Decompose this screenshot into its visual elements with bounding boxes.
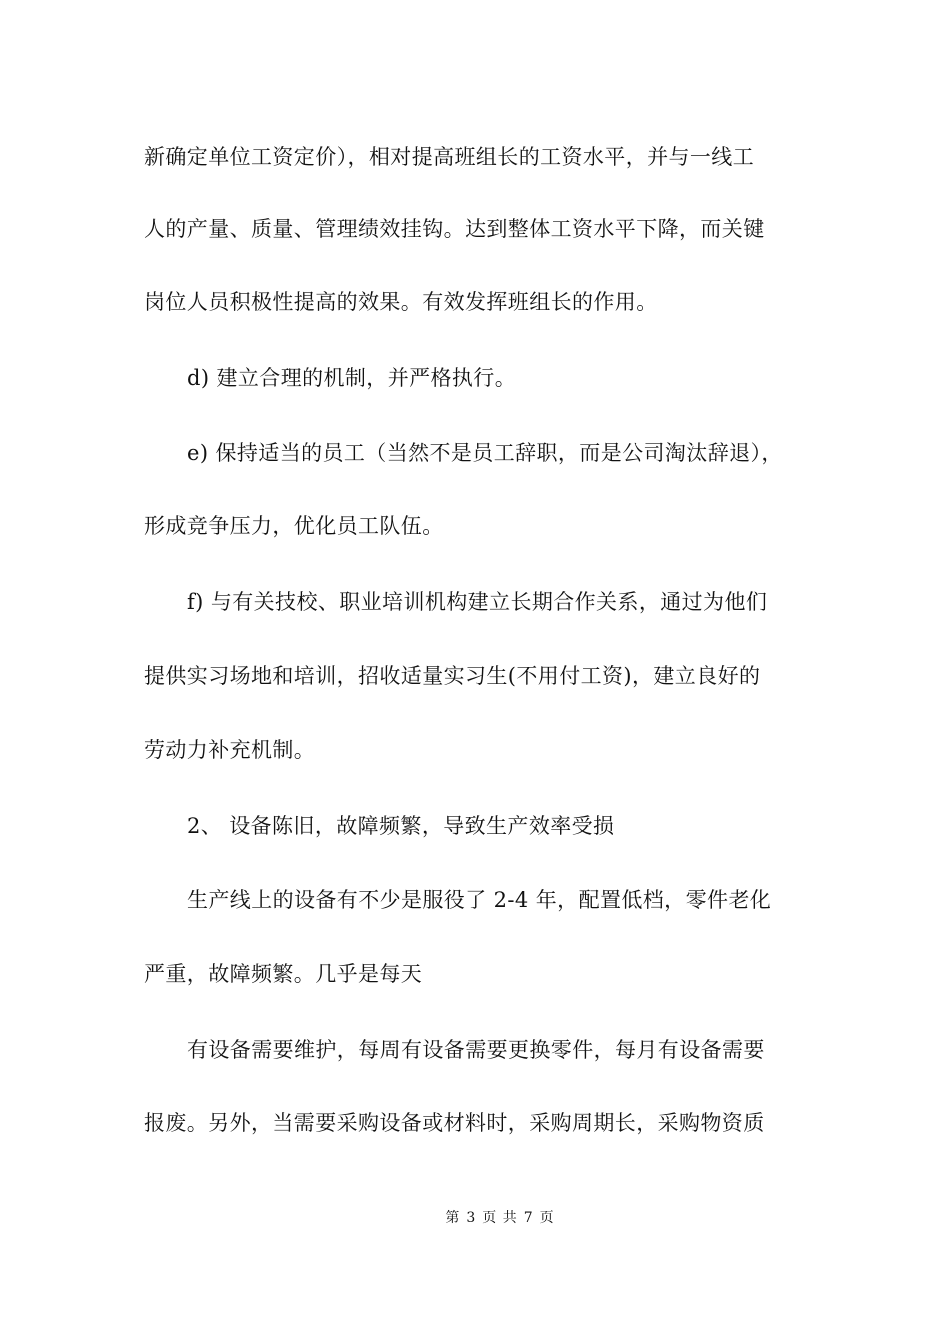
list-item-e: e) 保持适当的员工（当然不是员工辞职，而是公司淘汰辞退），	[187, 441, 783, 465]
body-line: 提供实习场地和培训，招收适量实习生(不用付工资)，建立良好的	[144, 664, 761, 688]
footer-suffix: 页	[539, 1210, 555, 1226]
body-line: 岗位人员积极性提高的效果。有效发挥班组长的作用。	[144, 290, 658, 314]
body-line: 新确定单位工资定价），相对提高班组长的工资水平，并与一线工	[144, 145, 755, 169]
footer-middle: 页 共	[482, 1210, 518, 1226]
body-line: 人的产量、质量、管理绩效挂钩。达到整体工资水平下降，而关键	[144, 217, 765, 241]
body-line: 生产线上的设备有不少是服役了 2-4 年，配置低档，零件老化	[187, 888, 772, 912]
list-item-f: f) 与有关技校、职业培训机构建立长期合作关系，通过为他们	[187, 590, 768, 614]
list-item-d: d) 建立合理的机制，并严格执行。	[187, 366, 517, 390]
section-heading: 2、 设备陈旧，故障频繁，导致生产效率受损	[187, 814, 615, 838]
total-pages-number: 7	[523, 1210, 534, 1226]
current-page-number: 3	[466, 1210, 477, 1226]
body-line: 形成竞争压力，优化员工队伍。	[144, 514, 444, 538]
page-footer	[0, 1208, 950, 1228]
footer-prefix: 第	[445, 1210, 461, 1226]
body-line: 劳动力补充机制。	[144, 738, 316, 762]
body-line: 报废。另外，当需要采购设备或材料时，采购周期长，采购物资质	[144, 1111, 765, 1135]
body-line: 严重，故障频繁。几乎是每天	[144, 962, 423, 986]
body-line: 有设备需要维护，每周有设备需要更换零件，每月有设备需要	[187, 1038, 765, 1062]
